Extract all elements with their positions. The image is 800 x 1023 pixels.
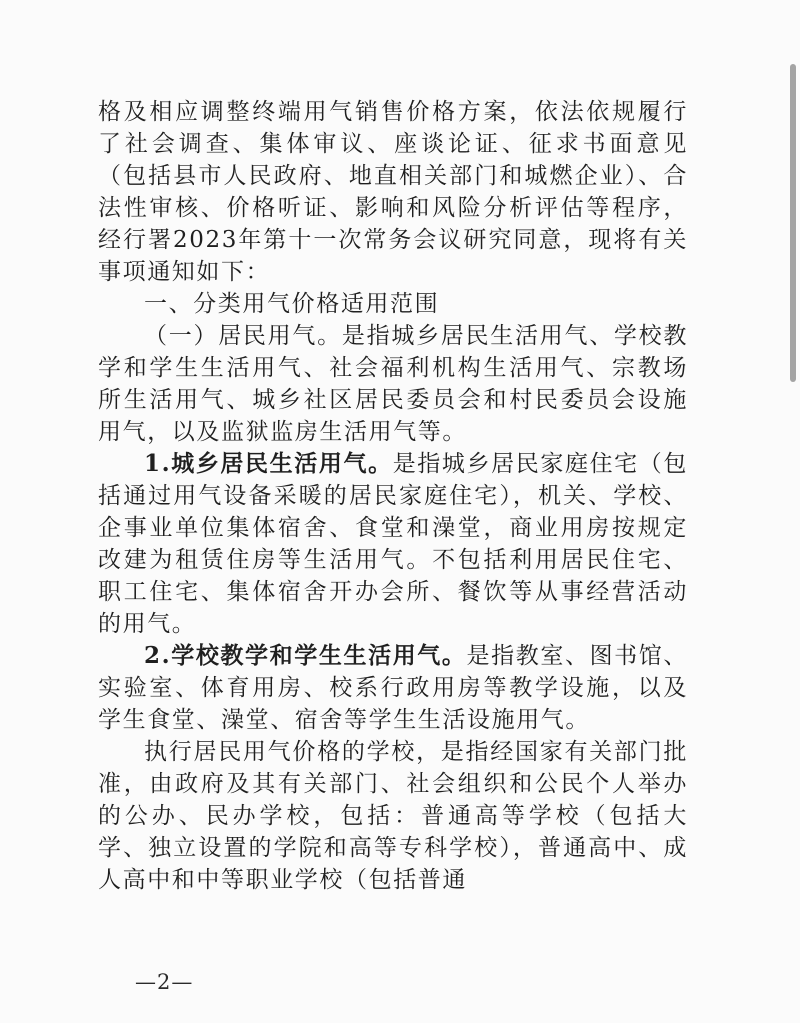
paragraph-text: 是指教室、图书馆、实验室、体育用房、校系行政用房等教学设施，以及学生食堂、澡堂、宿舍等学生生活设施用气。 bbox=[98, 643, 688, 733]
paragraph-lead: 1.城乡居民生活用气。 bbox=[144, 450, 393, 477]
heading-text: 一、分类用气价格适用范围 bbox=[144, 291, 440, 317]
page-number: —2— bbox=[135, 970, 194, 994]
paragraph-urban-rural-gas bbox=[98, 448, 688, 640]
paragraph-text: （一）居民用气。是指城乡居民生活用气、学校教学和学生生活用气、社会福利机构生活用气、宗教场所生活用气、城乡社区居民委员会和村民委员会设施用气，以及监狱监房生活用气等。 bbox=[98, 323, 688, 445]
paragraph-text: 执行居民用气价格的学校，是指经国家有关部门批准，由政府及其有关部门、社会组织和公民个人举办的公办、民办学校，包括：普通高等学校（包括大学、独立设置的学院和高等专科学校），普通高中、成人高中和中等职业学校（包括普通 bbox=[98, 739, 688, 893]
paragraph-school-gas bbox=[98, 640, 688, 736]
paragraph-intro bbox=[98, 96, 688, 288]
paragraph-school-scope bbox=[98, 736, 688, 896]
document-body bbox=[98, 96, 688, 896]
paragraph-lead: 2.学校教学和学生生活用气。 bbox=[144, 642, 467, 669]
section-heading bbox=[98, 288, 688, 320]
paragraph-residential-gas bbox=[98, 320, 688, 448]
scrollbar[interactable] bbox=[790, 64, 796, 382]
paragraph-text: 格及相应调整终端用气销售价格方案，依法依规履行了社会调查、集体审议、座谈论证、征求书面意见（包括县市人民政府、地直相关部门和城燃企业）、合法性审核、价格听证、影响和风险分析评估等程序，经行署2023年第十一次常务会议研究同意，现将有关事项通知如下： bbox=[98, 99, 688, 285]
paragraph-text: 是指城乡居民家庭住宅（包括通过用气设备采暖的居民家庭住宅），机关、学校、企事业单位集体宿舍、食堂和澡堂，商业用房按规定改建为租赁住房等生活用气。不包括利用居民住宅、职工住宅、集体宿舍开办会所、餐饮等从事经营活动的用气。 bbox=[98, 451, 688, 637]
